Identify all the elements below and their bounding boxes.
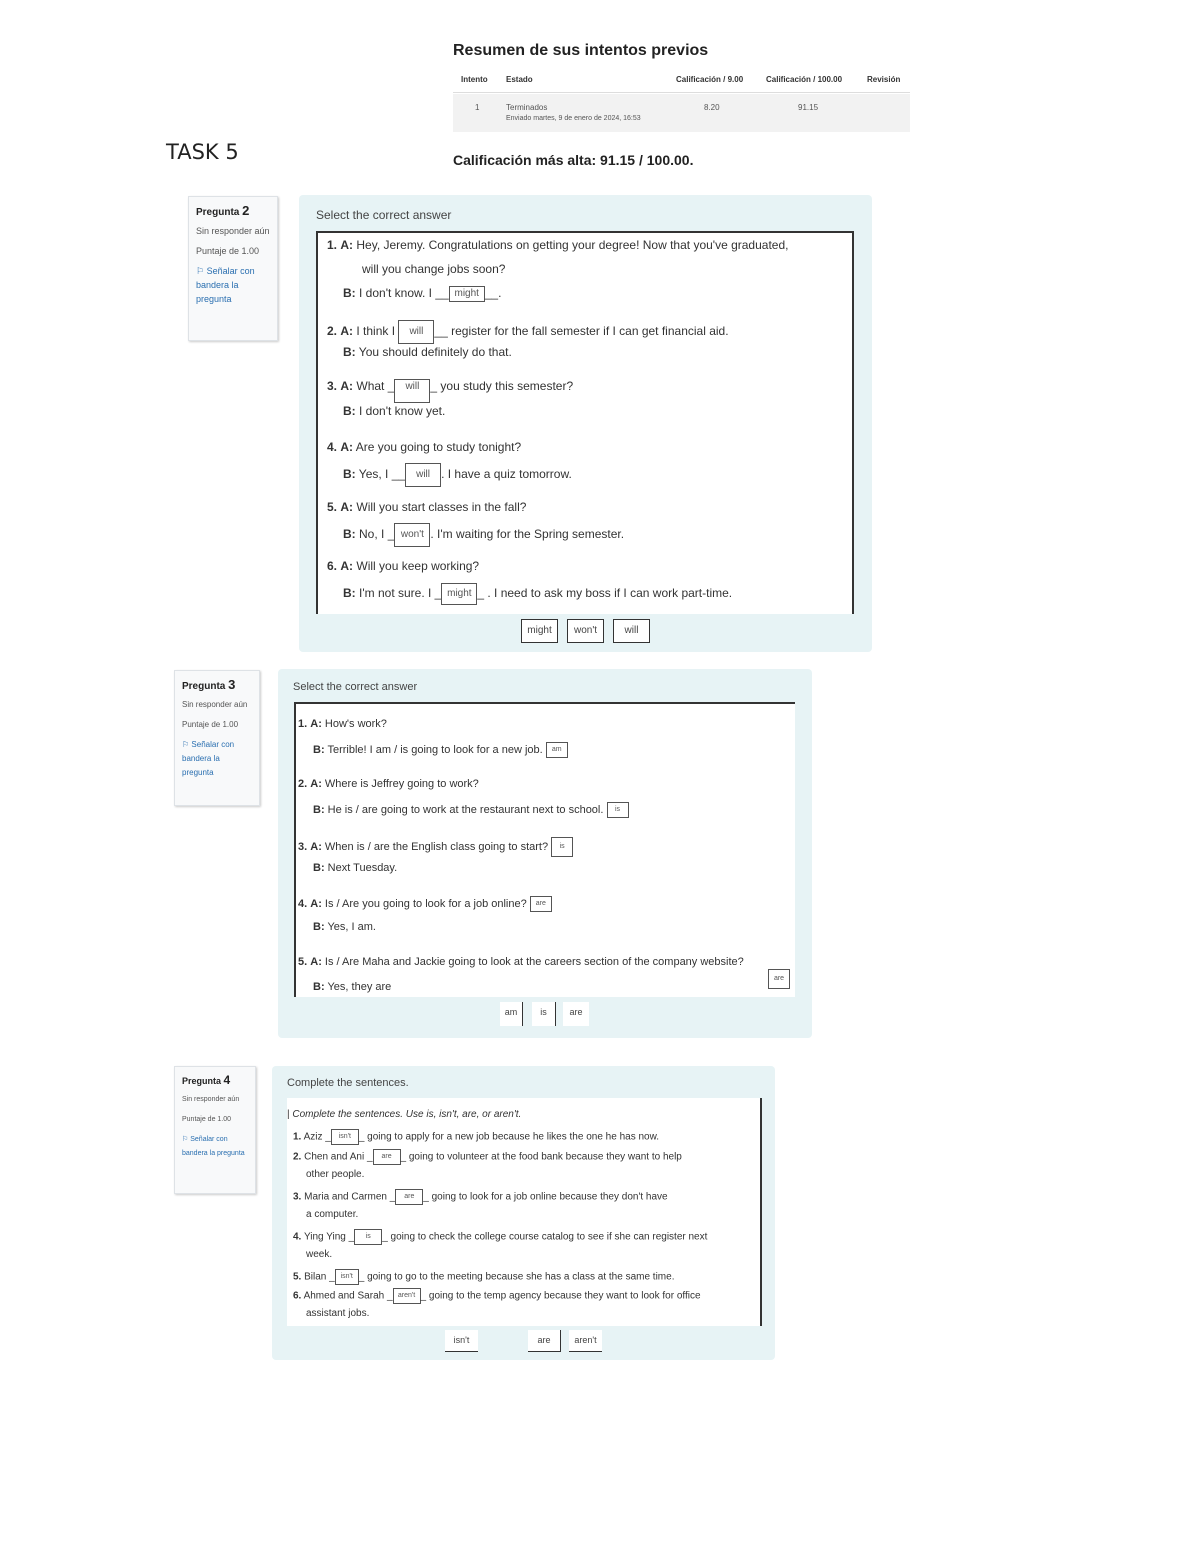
question-score: Puntaje de 1.00 — [182, 1116, 232, 1123]
summary-table-header — [453, 70, 910, 93]
question-prompt: Select the correct answer — [316, 208, 452, 222]
header-state: Estado — [506, 75, 533, 84]
answer-drop-box[interactable]: am — [546, 742, 568, 758]
exercise-area-4: | Complete the sentences. Use is, isn't, are, or aren't. 1. Aziz _ isn't _ going to apply for a new job because he likes the one he has now. 2. Chen and Ani _ are _ going to volunteer at the food bank because they want to help other people. 3. Maria and Carmen _ are _ going to look for a job online because they don't have a computer. 4. Ying Ying _ is _ going to check the college course catalog to see if she can register next week. 5. Bilan _ isn't _ going to go to the meeting because she has a class at the same time. 6. Ahmed and Sarah _ aren't _ going to the temp agency because they want to look for office assistant jobs. — [287, 1098, 762, 1326]
question-info-2 — [188, 196, 278, 341]
answer-drop-box[interactable]: is — [607, 802, 629, 818]
answer-drop-box[interactable]: are — [768, 969, 790, 989]
answer-drop-box[interactable]: will — [398, 320, 434, 344]
question-prompt: Complete the sentences. — [287, 1077, 409, 1089]
drag-choice-arent[interactable]: aren't — [569, 1330, 602, 1352]
drag-choice-is[interactable]: is — [532, 1002, 556, 1026]
header-review: Revisión — [867, 75, 901, 84]
drag-choice-are[interactable]: are — [563, 1002, 589, 1026]
flag-question-link[interactable]: ⚐ Señalar con bandera la pregunta — [182, 1136, 245, 1157]
row-grade100: 91.15 — [798, 103, 819, 112]
exercise-area-3: 1. A: How's work? B: Terrible! I am / is going to look for a new job. am 2. A: Where is Jeffrey going to work? B: He is / are going to work at the restaurant next to school. is 3. A: When is / are the English class going to start? is B: Next Tuesday. 4. A: Is / Are you going to look for a job online? are B: Yes, I am. 5. A: Is / Are Maha and Jackie going to look at the careers section of the company website? are B: Yes, they are — [294, 702, 795, 997]
highest-grade: Calificación más alta: 91.15 / 100.00. — [453, 152, 694, 168]
drag-choice-isnt[interactable]: isn't — [445, 1330, 478, 1352]
answer-drop-box[interactable]: are — [530, 896, 552, 912]
flag-icon: ⚐ — [182, 1136, 191, 1143]
drag-choice-am[interactable]: am — [500, 1002, 523, 1026]
drag-choice-might[interactable]: might — [521, 619, 558, 643]
question-number: Pregunta 3 — [182, 677, 236, 692]
drag-choice-will[interactable]: will — [613, 619, 650, 643]
exercise-area-2: 1. A: Hey, Jeremy. Congratulations on getting your degree! Now that you've graduated, will you change jobs soon? B: I don't know. I __ might __. 2. A: I think I will __ register for the fall semester if I can get financial aid. B: You should definitely do that. 3. A: What _ will _ you study this semester? B: I don't know yet. 4. A: Are you going to study tonight? B: Yes, I __ will . I have a quiz tomorrow. 5. A: Will you start classes in the fall? B: No, I _ won't . I'm waiting for the Spring semester. 6. A: Will you keep working? B: I'm not sure. I _ might _ . I need to ask my boss if I can work part-time. — [316, 231, 854, 614]
flag-icon: ⚐ — [182, 740, 192, 749]
question-prompt: Select the correct answer — [293, 681, 418, 693]
answer-drop-box[interactable]: will — [394, 379, 430, 403]
answer-drop-box[interactable]: is — [551, 837, 573, 857]
answer-drop-box[interactable]: is — [354, 1229, 382, 1245]
question-status: Sin responder aún — [196, 226, 270, 236]
question-info-3 — [174, 670, 260, 806]
summary-table-row — [453, 94, 910, 132]
question-number: Pregunta 2 — [196, 203, 250, 218]
answer-drop-box[interactable]: are — [395, 1189, 423, 1205]
question-score: Puntaje de 1.00 — [182, 720, 239, 729]
summary-title: Resumen de sus intentos previos — [453, 42, 709, 59]
answer-drop-box[interactable]: aren't — [393, 1288, 421, 1304]
question-info-4 — [174, 1066, 256, 1194]
answer-drop-box[interactable]: might — [441, 583, 477, 605]
row-sent: Enviado martes, 9 de enero de 2024, 16:53 — [506, 115, 641, 122]
question-status: Sin responder aún — [182, 1096, 240, 1103]
flag-icon: ⚐ — [196, 266, 207, 276]
task-label: TASK 5 — [166, 140, 239, 164]
header-attempt: Intento — [461, 75, 488, 84]
header-grade100: Calificación / 100.00 — [766, 75, 843, 84]
drag-choice-wont[interactable]: won't — [567, 619, 604, 643]
answer-drop-box[interactable]: are — [373, 1149, 401, 1165]
row-state: Terminados — [506, 103, 548, 112]
question-number: Pregunta 4 — [182, 1073, 231, 1087]
header-grade9: Calificación / 9.00 — [676, 75, 744, 84]
answer-drop-box[interactable]: will — [405, 463, 441, 487]
row-attempt: 1 — [475, 103, 480, 112]
answer-drop-box[interactable]: isn't — [335, 1269, 359, 1285]
answer-drop-box[interactable]: won't — [394, 523, 430, 547]
drag-choice-are[interactable]: are — [528, 1330, 561, 1352]
flag-question-link[interactable]: ⚐ Señalar con bandera la pregunta — [182, 740, 235, 777]
flag-question-link[interactable]: ⚐ Señalar con bandera la pregunta — [196, 266, 255, 304]
question-status: Sin responder aún — [182, 700, 248, 709]
question-score: Puntaje de 1.00 — [196, 246, 260, 256]
answer-drop-box[interactable]: isn't — [331, 1129, 359, 1145]
answer-drop-box[interactable]: might — [449, 286, 485, 302]
row-grade9: 8.20 — [704, 103, 720, 112]
